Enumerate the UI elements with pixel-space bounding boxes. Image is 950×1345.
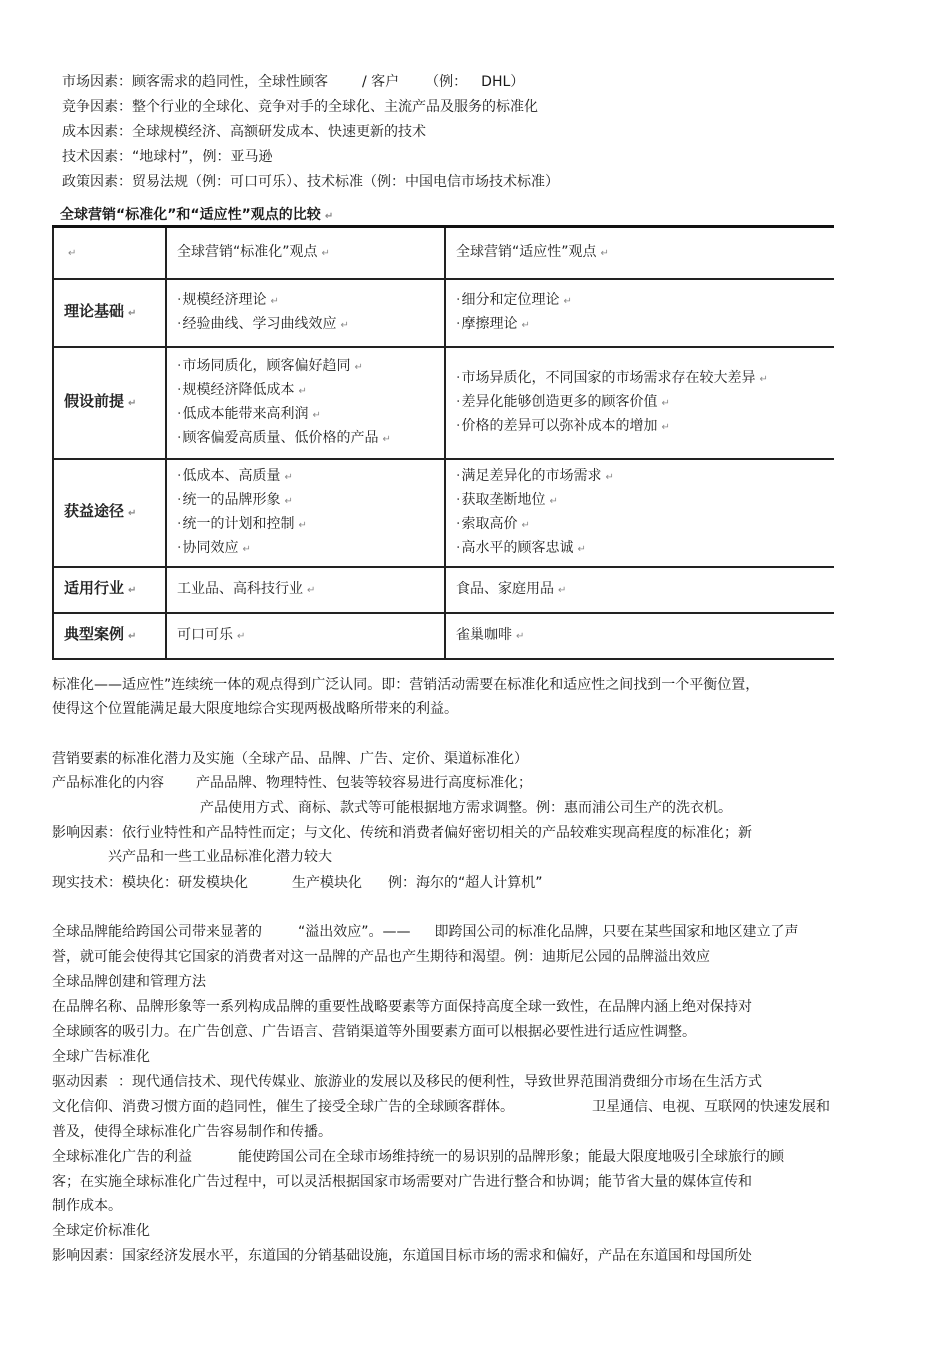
- row-head-industries: 适用行业 ↵: [53, 567, 166, 613]
- header-empty-cell: ↵: [53, 227, 166, 279]
- row-head-benefits: 获益途径 ↵: [53, 459, 166, 567]
- table-row: [53, 279, 834, 347]
- cell-standardization: · 市场同质化，顾客偏好趋同 ↵ · 规模经济降低成本 ↵ · 低成本能带来高利润 ↵ · 顾客偏爱高质量、低价格的产品 ↵: [166, 347, 445, 459]
- ads-drive-line: 文化信仰、消费习惯方面的趋同性，催生了接受全球广告的全球顾客群体。 卫星通信、电视、互联网的快速发展和: [52, 1099, 830, 1115]
- table-row: [53, 613, 834, 659]
- factor-market: 市场因素：顾客需求的趋同性，全球性顾客 / 客户 （例： DHL）: [62, 74, 525, 90]
- cell-standardization: · 规模经济理论 ↵ · 经验曲线、学习曲线效应 ↵: [166, 279, 445, 347]
- ads-benefit-line: 制作成本。: [52, 1198, 122, 1214]
- continuum-paragraph-line: 标准化——适应性”连续统一体的观点得到广泛认同。即：营销活动需要在标准化和适应性之间找到一个平衡位置，: [52, 677, 760, 693]
- cell-adaptation: · 细分和定位理论 ↵ · 摩擦理论 ↵: [445, 279, 834, 347]
- influence-line: 兴产品和一些工业品标准化潜力较大: [108, 849, 332, 865]
- cell-adaptation: · 市场异质化，不同国家的市场需求存在较大差异 ↵ · 差异化能够创造更多的顾客价值 ↵ · 价格的差异可以弥补成本的增加 ↵: [445, 347, 834, 459]
- comparison-table: [52, 225, 834, 660]
- row-head-cases: 典型案例 ↵: [53, 613, 166, 659]
- brand-mgmt-line: 在品牌名称、品牌形象等一系列构成品牌的重要性战略要素等方面保持高度全球一致性，在品牌内涵上绝对保持对: [52, 999, 752, 1015]
- continuum-paragraph-line: 使得这个位置能满足最大限度地综合实现两极战略所带来的利益。: [52, 701, 458, 717]
- marketing-title: 营销要素的标准化潜力及实施（全球产品、品牌、广告、定价、渠道标准化）: [52, 751, 528, 767]
- product-standardization-line: 产品标准化的内容 产品品牌、物理特性、包装等较容易进行高度标准化；: [52, 775, 532, 791]
- cell-adaptation: · 满足差异化的市场需求 ↵ · 获取垄断地位 ↵ · 索取高价 ↵ · 高水平的顾客忠诚 ↵: [445, 459, 834, 567]
- comparison-table-figure: [52, 203, 834, 661]
- brand-spillover-line: 全球品牌能给跨国公司带来显著的 “溢出效应”。—— 即跨国公司的标准化品牌，只要在某些国家和地区建立了声: [52, 924, 799, 940]
- row-head-assumptions: 假设前提 ↵: [53, 347, 166, 459]
- ads-title: 全球广告标准化: [52, 1049, 150, 1065]
- header-adaptation: 全球营销“适应性”观点 ↵: [445, 227, 834, 279]
- cell-standardization: 可口可乐 ↵: [166, 613, 445, 659]
- factor-technology: 技术因素：“地球村”，例：亚马逊: [62, 149, 273, 165]
- brand-mgmt-line: 全球顾客的吸引力。在广告创意、广告语言、营销渠道等外围要素方面可以根据必要性进行适应性调整。: [52, 1024, 696, 1040]
- table-row: [53, 347, 834, 459]
- header-standardization: 全球营销“标准化”观点 ↵: [166, 227, 445, 279]
- pricing-title: 全球定价标准化: [52, 1223, 150, 1239]
- ads-drive-line: 驱动因素 ：现代通信技术、现代传媒业、旅游业的发展以及移民的便利性，导致世界范围消费细分市场在生活方式: [52, 1074, 762, 1090]
- ads-drive-line: 普及，使得全球标准化广告容易制作和传播。: [52, 1124, 332, 1140]
- table-row: [53, 459, 834, 567]
- factor-competition: 竞争因素：整个行业的全球化、竞争对手的全球化、主流产品及服务的标准化: [62, 99, 538, 115]
- cell-standardization: · 低成本、高质量 ↵ · 统一的品牌形象 ↵ · 统一的计划和控制 ↵ · 协同效应 ↵: [166, 459, 445, 567]
- table-header-row: [53, 227, 834, 279]
- factor-policy: 政策因素：贸易法规（例：可口可乐）、技术标准（例：中国电信市场技术标准）: [62, 174, 559, 190]
- cell-adaptation: 食品、家庭用品 ↵: [445, 567, 834, 613]
- influence-line: 影响因素：依行业特性和产品特性而定；与文化、传统和消费者偏好密切相关的产品较难实现高程度的标准化；新: [52, 825, 752, 841]
- pricing-influence-line: 影响因素：国家经济发展水平，东道国的分销基础设施，东道国目标市场的需求和偏好，产品在东道国和母国所处: [52, 1248, 752, 1264]
- row-head-theory: 理论基础 ↵: [53, 279, 166, 347]
- ads-benefit-line: 全球标准化广告的利益 能使跨国公司在全球市场维持统一的易识别的品牌形象；能最大限度地吸引全球旅行的顾: [52, 1149, 784, 1165]
- brand-spillover-line: 誉，就可能会使得其它国家的消费者对这一品牌的产品也产生期待和渴望。例：迪斯尼公园的品牌溢出效应: [52, 949, 710, 965]
- ads-benefit-line: 客；在实施全球标准化广告过程中，可以灵活根据国家市场需要对广告进行整合和协调；能节省大量的媒体宣传和: [52, 1174, 752, 1190]
- product-standardization-line: 产品使用方式、商标、款式等可能根据地方需求调整。例：惠而浦公司生产的洗衣机。: [200, 800, 732, 816]
- table-row: [53, 567, 834, 613]
- brand-mgmt-title: 全球品牌创建和管理方法: [52, 974, 206, 990]
- cell-standardization: 工业品、高科技行业 ↵: [166, 567, 445, 613]
- factor-cost: 成本因素：全球规模经济、高额研发成本、快速更新的技术: [62, 124, 426, 140]
- cell-adaptation: 雀巢咖啡 ↵: [445, 613, 834, 659]
- tech-line: 现实技术：模块化：研发模块化 生产模块化 例：海尔的“超人计算机”: [52, 875, 543, 891]
- comparison-caption: 全球营销“标准化”和“适应性”观点的比较 ↵: [60, 207, 334, 223]
